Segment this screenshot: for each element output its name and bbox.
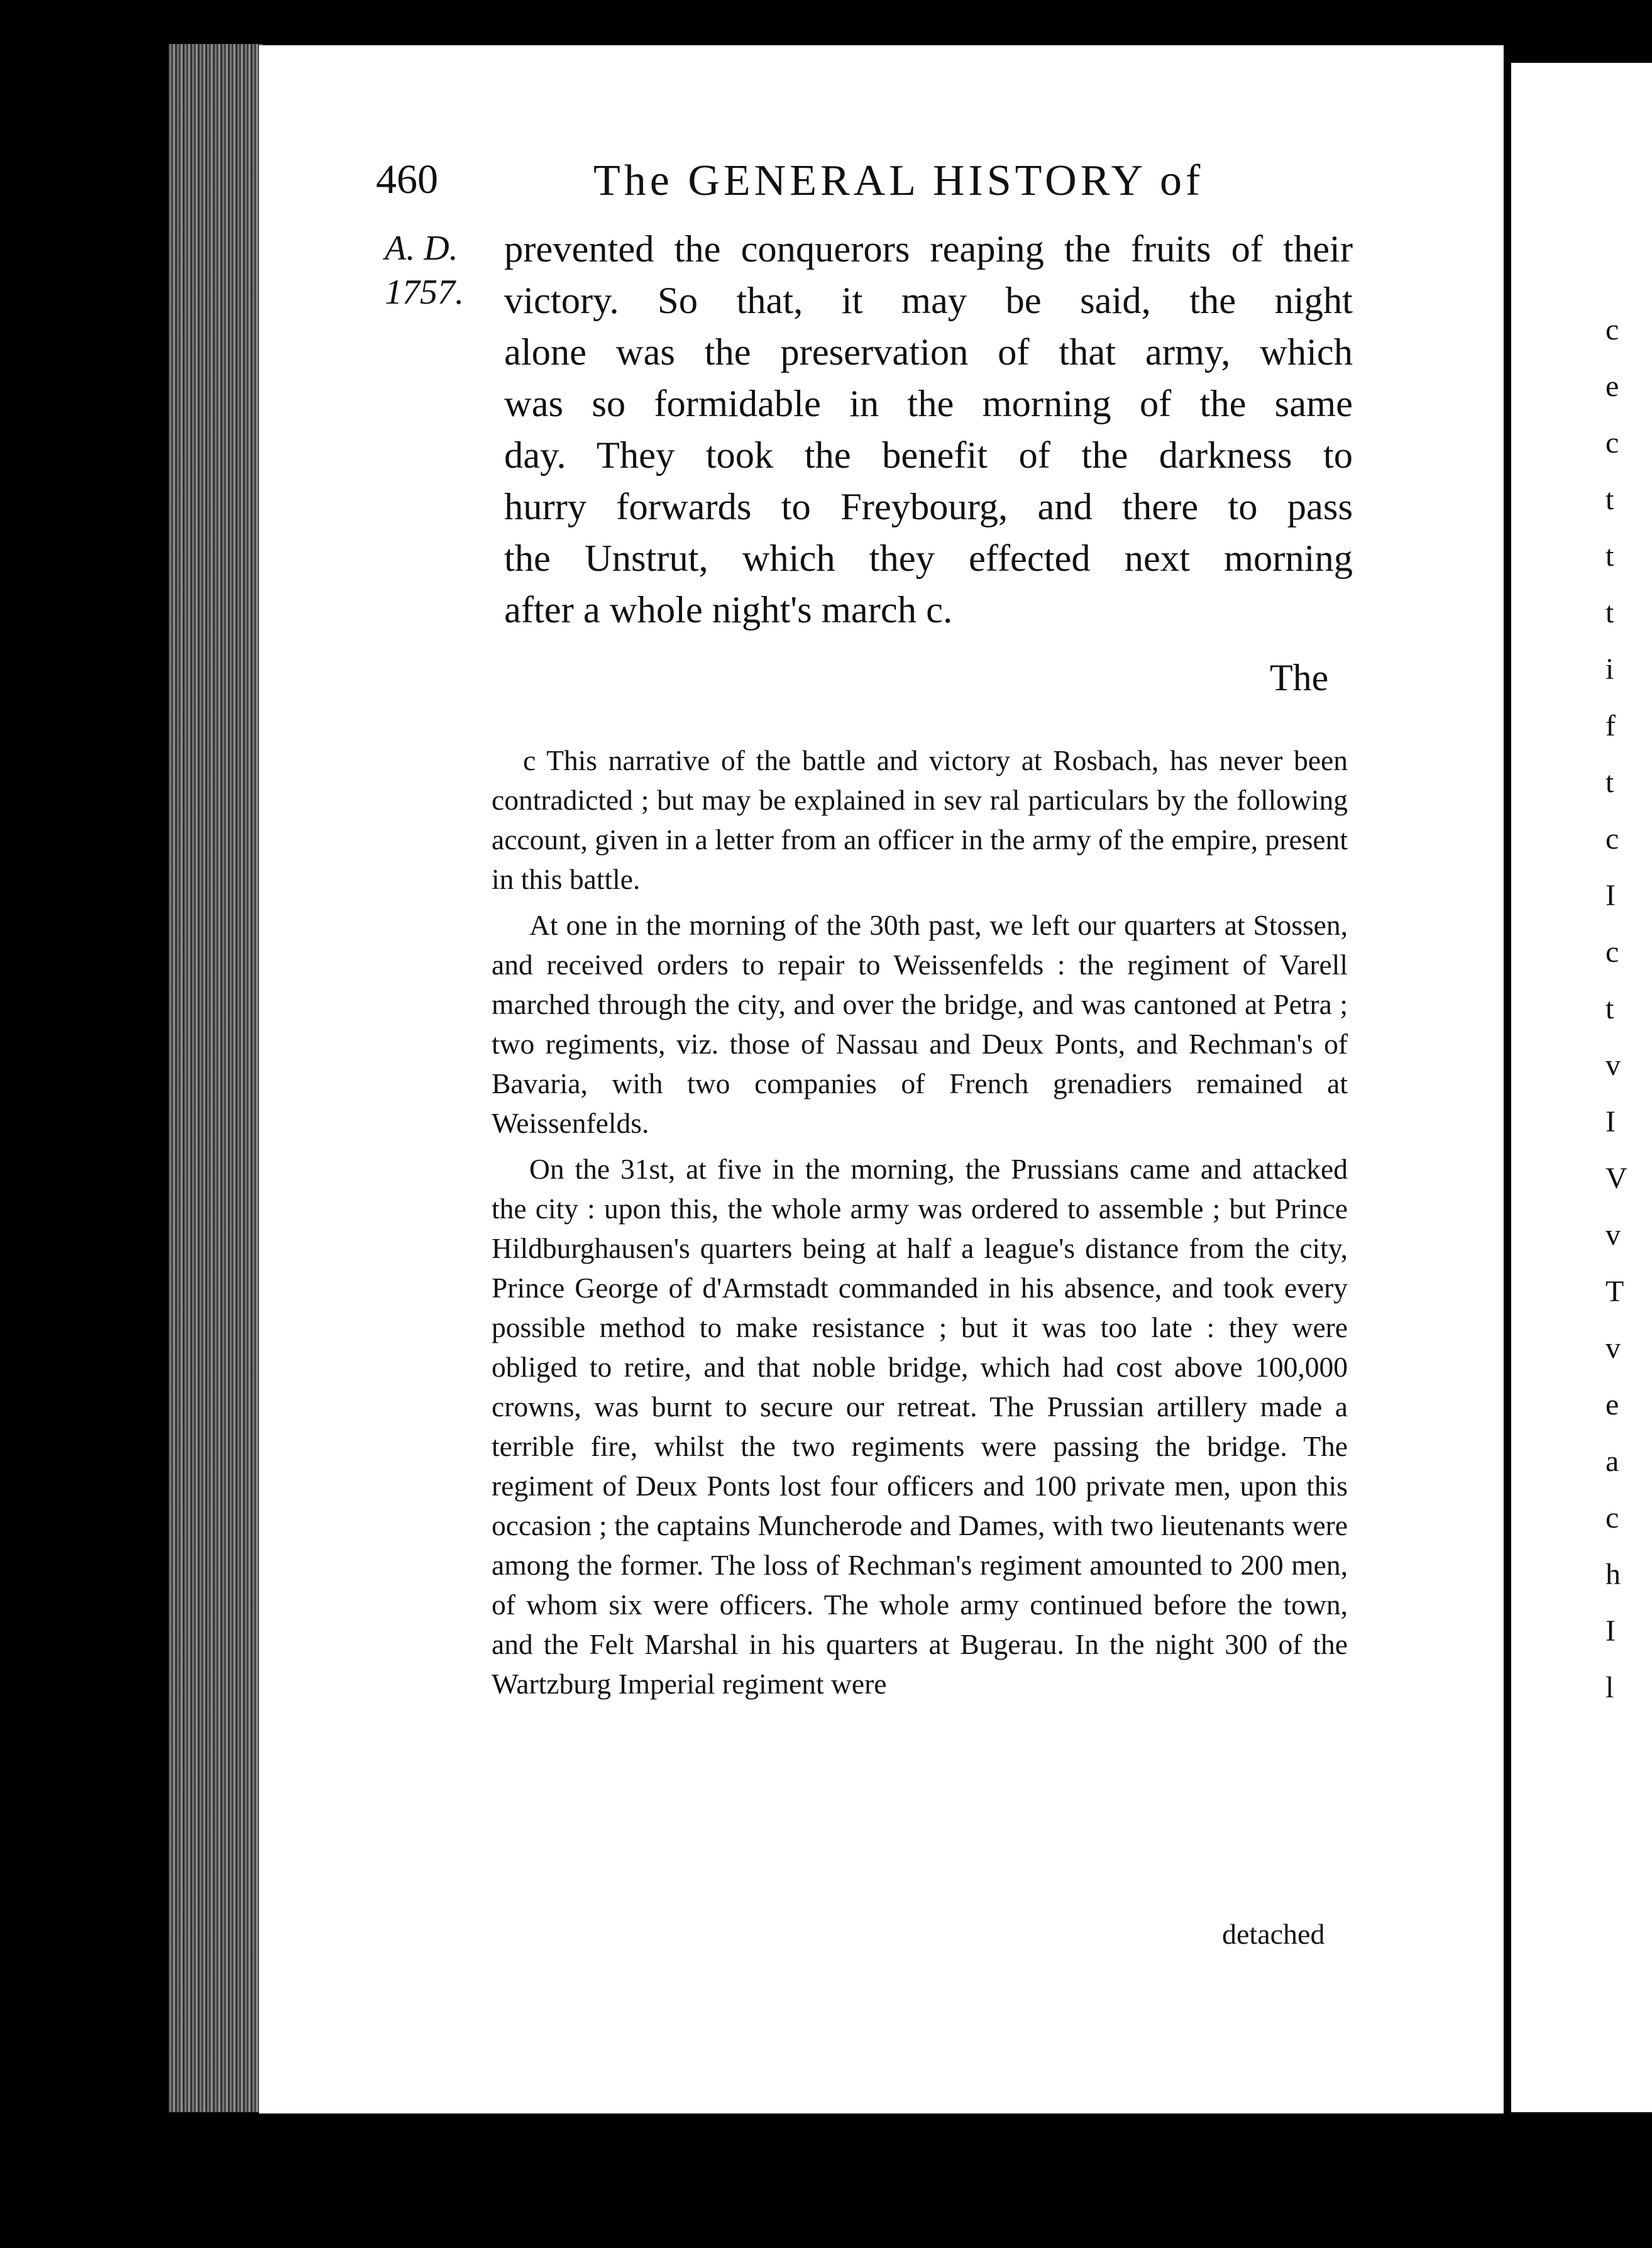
main-body-text — [504, 224, 1353, 636]
footnote-block — [492, 741, 1348, 1710]
facing-page-letter: t — [1605, 596, 1614, 629]
facing-page-letter: t — [1605, 483, 1614, 516]
catchword: The — [1270, 657, 1329, 698]
body-line: alone was the preservation of that army, which — [504, 331, 1353, 373]
facing-page-letter: e — [1605, 370, 1619, 403]
footnote-paragraph: On the 31st, at five in the morning, the Prussians came and attacked the city : upon this, the whole army was ordered to assemble ; but Prince Hildburghausen's quarters being at half a league's distance from the city, Prince George of d'Armstadt commanded in his absence, and took every possible method to make resistance ; but it was too late : they were obliged to retire, and that noble bridge, which had cost above 100,000 crowns, was burnt to secure our retreat. The Prussian artillery made a terrible fire, whilst the two regiments were passing the bridge. The regiment of Deux Ponts lost four officers and 100 private men, upon this occasion ; the captains Muncherode and Dames, with two lieutenants were among the former. The loss of Rechman's regiment amounted to 200 men, of whom six were officers. The whole army continued before the town, and the Felt Marshal in his quarters at Bugerau. In the night 300 of the Wartzburg Imperial regiment were — [492, 1153, 1348, 1700]
page-stack-edges — [168, 44, 263, 2112]
body-line: hurry forwards to Freybourg, and there to pass — [504, 486, 1353, 528]
facing-page-letter: v — [1605, 1049, 1621, 1082]
facing-page-letter: a — [1605, 1445, 1619, 1478]
facing-page-letter: c — [1605, 1501, 1619, 1534]
facing-page — [1511, 63, 1652, 2112]
facing-page-letter: I — [1605, 1105, 1616, 1138]
facing-page-letter: l — [1605, 1671, 1614, 1704]
margin-date-line-1: A. D. — [385, 229, 458, 268]
facing-page-letter: I — [1605, 879, 1616, 912]
facing-page-letter: i — [1605, 653, 1614, 686]
facing-page-letter: c — [1605, 313, 1619, 346]
facing-page-letter: t — [1605, 992, 1614, 1025]
facing-page-letter: c — [1605, 822, 1619, 856]
facing-page-letter: V — [1605, 1162, 1627, 1195]
facing-page-letter: t — [1605, 539, 1614, 573]
body-line: after a whole night's march c. — [504, 589, 953, 631]
facing-page-letter: h — [1605, 1558, 1621, 1591]
facing-page-letter: t — [1605, 766, 1614, 799]
body-line: was so formidable in the morning of the same — [504, 383, 1353, 425]
margin-date-line-2: 1757. — [385, 273, 464, 312]
facing-page-letter: v — [1605, 1218, 1621, 1252]
facing-page-margin-letters — [1605, 302, 1649, 1716]
margin-date — [385, 226, 498, 314]
footnote-intro: c This narrative of the battle and victory at Rosbach, has never been contradicted ; but may be explained in sev ral particulars by the following account, given in a letter from an officer in the army of the empire, present in this battle. — [492, 744, 1348, 895]
facing-page-letter: c — [1605, 426, 1619, 460]
body-line: victory. So that, it may be said, the night — [504, 280, 1353, 322]
facing-page-letter: v — [1605, 1331, 1621, 1365]
body-line: prevented the conquerors reaping the fruits of their — [504, 228, 1353, 270]
body-line: day. They took the benefit of the darkness to — [504, 434, 1353, 477]
footnote-paragraph: At one in the morning of the 30th past, we left our quarters at Stossen, and received orders to repair to Weissenfelds : the regiment of Varell marched through the city, and over the bridge, and was cantoned at Petra ; two regiments, viz. those of Nassau and Deux Ponts, and Rechman's of Bavaria, with two companies of French grenadiers remained at Weissenfelds. — [492, 909, 1348, 1139]
facing-page-letter: T — [1605, 1275, 1624, 1308]
facing-page-letter: I — [1605, 1614, 1616, 1648]
body-line: the Unstrut, which they effected next morning — [504, 537, 1353, 580]
facing-page-letter: c — [1605, 935, 1619, 969]
running-title: The GENERAL HISTORY of — [593, 157, 1204, 205]
footnote-catchword: detached — [1222, 1918, 1325, 1950]
page-number: 460 — [376, 157, 438, 202]
facing-page-letter: f — [1605, 709, 1616, 742]
facing-page-letter: e — [1605, 1388, 1619, 1421]
running-head — [376, 156, 1357, 219]
